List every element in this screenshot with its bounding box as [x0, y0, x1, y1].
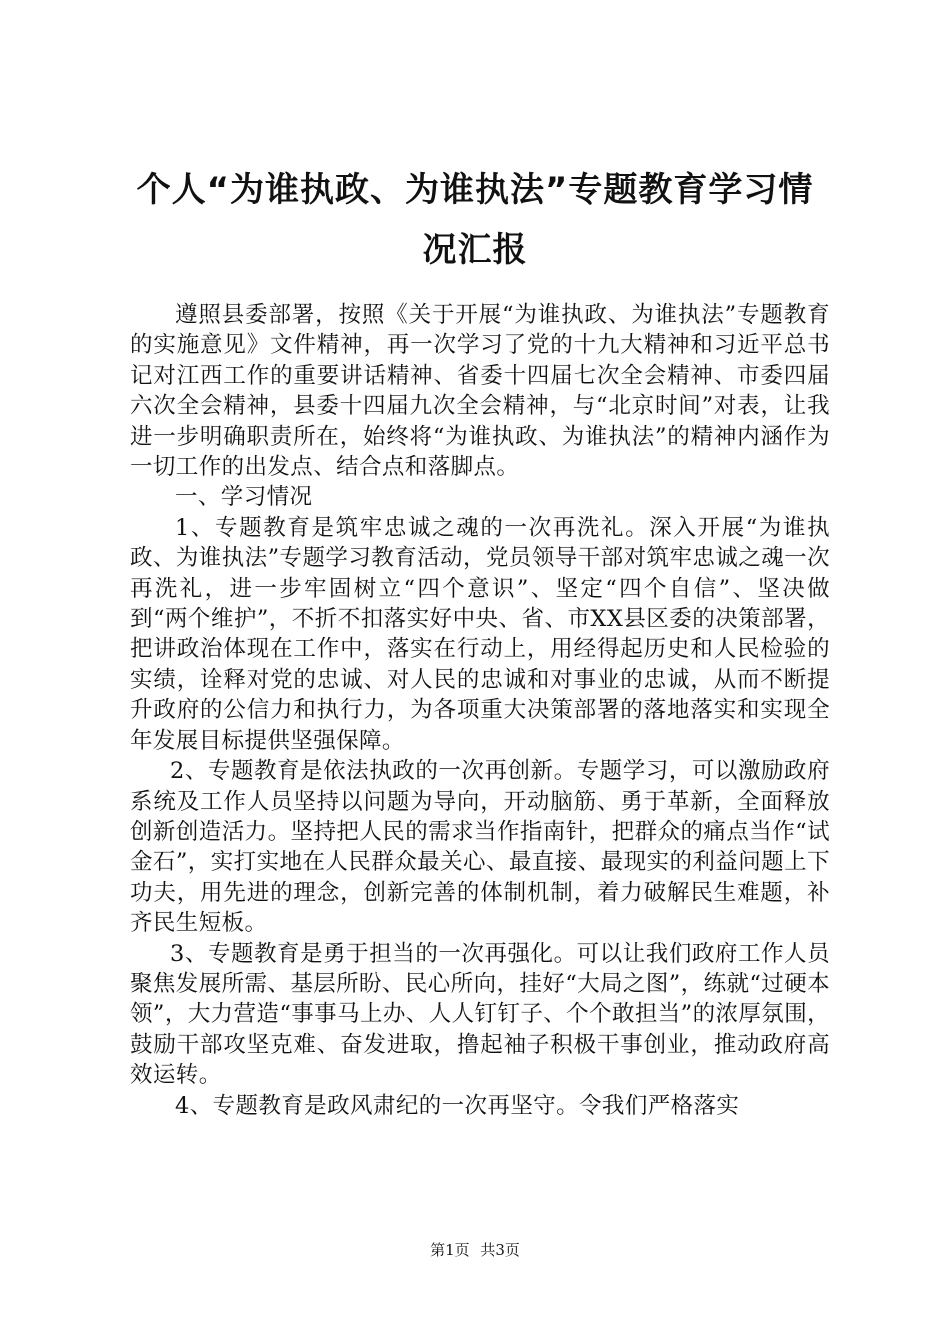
title-line-1: 个人“为谁执政、为谁执法”专题教育学习情 — [136, 170, 814, 210]
page-number: 第1页 — [430, 1241, 470, 1259]
page-total: 共3页 — [480, 1241, 520, 1259]
paragraph-item-2: 2、专题教育是依法执政的一次再创新。专题学习，可以激励政府系统及工作人员坚持以问题为导向，开动脑筋、勇于革新，全面释放创新创造活力。坚持把人民的需求当作指南针，把群众的痛点当作“试金石”，实打实地在人民群众最关心、最直接、最现实的利益问题上下功夫，用先进的理念，创新完善的体制机制，着力破解民生难题，补齐民生短板。 — [130, 758, 830, 937]
section-heading: 一、学习情况 — [175, 484, 313, 511]
page-footer — [0, 1240, 950, 1260]
paragraph-intro: 遵照县委部署，按照《关于开展“为谁执政、为谁执法”专题教育的实施意见》文件精神，再一次学习了党的十九大精神和习近平总书记对江西工作的重要讲话精神、省委十四届七次全会精神、市委四届六次全会精神，县委十四届九次全会精神，与“北京时间”对表，让我进一步明确职责所在，始终将“为谁执政、为谁执法”的精神内涵作为一切工作的出发点、结合点和落脚点。 — [130, 302, 830, 481]
paragraph-item-4: 4、专题教育是政风肃纪的一次再坚守。令我们严格落实 — [175, 1092, 740, 1119]
document-title — [120, 160, 830, 280]
title-line-2: 况汇报 — [422, 230, 528, 270]
document-body — [130, 300, 830, 1121]
paragraph-item-3: 3、专题教育是勇于担当的一次再强化。可以让我们政府工作人员聚焦发展所需、基层所盼、民心所向，挂好“大局之图”，练就“过硬本领”，大力营造“事事马上办、人人钉钉子、个个敢担当”的浓厚氛围，鼓励干部攻坚克难、奋发进取，撸起袖子积极干事创业，推动政府高效运转。 — [130, 940, 830, 1089]
paragraph-item-1: 1、专题教育是筑牢忠诚之魂的一次再洗礼。深入开展“为谁执政、为谁执法”专题学习教育活动，党员领导干部对筑牢忠诚之魂一次再洗礼，进一步牢固树立“四个意识”、坚定“四个自信”、坚决做到“两个维护”，不折不扣落实好中央、省、市XX县区委的决策部署，把讲政治体现在工作中，落实在行动上，用经得起历史和人民检验的实绩，诠释对党的忠诚、对人民的忠诚和对事业的忠诚，从而不断提升政府的公信力和执行力，为各项重大决策部署的落地落实和实现全年发展目标提供坚强保障。 — [130, 514, 830, 754]
